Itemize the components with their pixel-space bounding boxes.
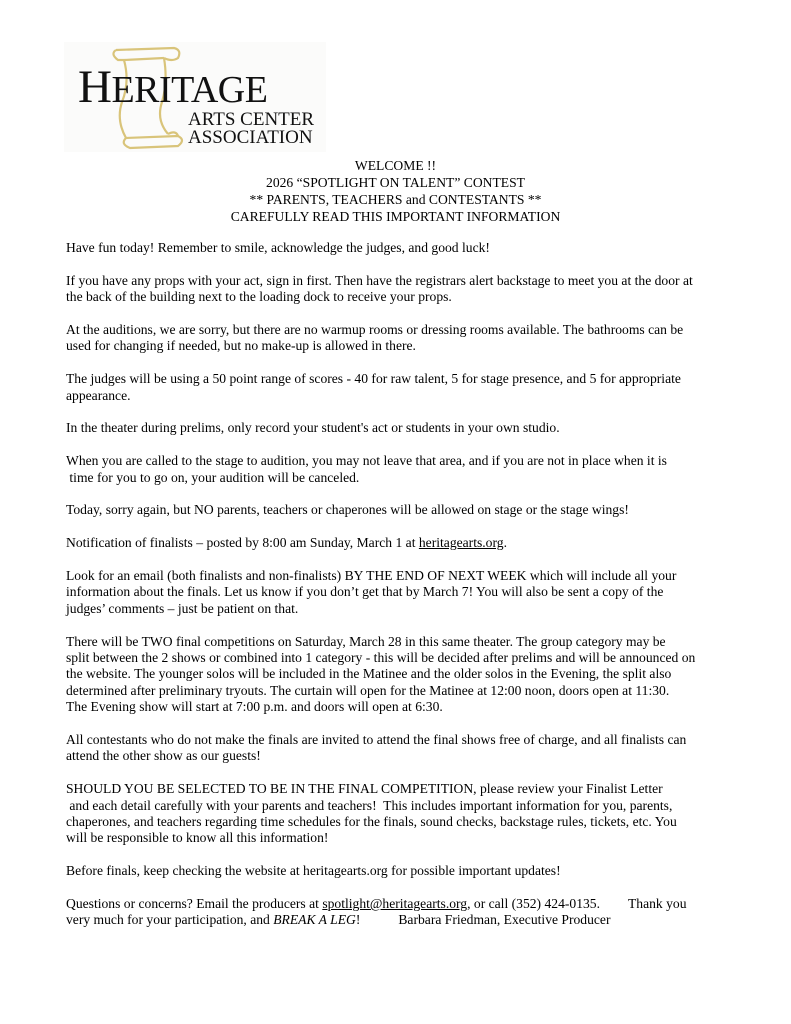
document-body: [66, 240, 736, 945]
heading-audience: ** PARENTS, TEACHERS and CONTESTANTS **: [249, 192, 542, 207]
paragraph-check-website: Before finals, keep checking the website at heritagearts.org for possible important updates!: [66, 863, 561, 879]
paragraph-email-notice: Look for an email (both finalists and non-finalists) BY THE END OF NEXT WEEK which will include all your information about the finals. Let us know if you don’t get that by March 7! You will also be sent a copy of the judges’ comments – just be patient on that.: [66, 568, 677, 616]
heritage-logo: [64, 42, 326, 152]
heading-welcome: WELCOME !!: [354, 158, 437, 173]
logo-wordmark: HERITAGE: [78, 61, 268, 113]
paragraph-notification: Notification of finalists – posted by 8:00 am Sunday, March 1 at heritagearts.org.: [66, 535, 507, 551]
heading-contest-title: 2026 “SPOTLIGHT ON TALENT” CONTEST: [266, 175, 525, 190]
document-heading: [0, 157, 791, 225]
logo-subtitle-association: ASSOCIATION: [188, 127, 313, 148]
paragraph-finalist-letter: SHOULD YOU BE SELECTED TO BE IN THE FINAL COMPETITION, please review your Finalist Letter and each detail carefully with your parents and teachers! This includes important information for you, parents, chaperones, and teachers regarding time schedules for the finals, sound checks, backstage rules, tickets, etc. You will be responsible to know all this information!: [66, 781, 677, 846]
paragraph-no-parents-on-stage: Today, sorry again, but NO parents, teachers or chaperones will be allowed on stage or the stage wings!: [66, 502, 629, 518]
signature: Barbara Friedman, Executive Producer: [398, 912, 611, 928]
heading-instruction: CAREFULLY READ THIS IMPORTANT INFORMATION: [230, 209, 561, 224]
paragraph-audition-call: When you are called to the stage to audition, you may not leave that area, and if you are not in place when it is time for you to go on, your audition will be canceled.: [66, 453, 667, 485]
heritagearts-link[interactable]: heritagearts.org: [418, 535, 504, 551]
paragraph-contact: Questions or concerns? Email the producers at spotlight@heritagearts.org, or call (352) 424-0135. Thank you very much for your participation, and BREAK A LEG! Barbara Friedman, Executive Producer: [66, 896, 687, 928]
paragraph-dressing-rooms: At the auditions, we are sorry, but there are no warmup rooms or dressing rooms available. The bathrooms can be used for changing if needed, but no make-up is allowed in there.: [66, 322, 684, 354]
paragraph-have-fun: Have fun today! Remember to smile, acknowledge the judges, and good luck!: [66, 240, 490, 255]
paragraph-recording: In the theater during prelims, only record your student's act or students in your own studio.: [66, 420, 560, 436]
paragraph-props: If you have any props with your act, sign in first. Then have the registrars alert backstage to meet you at the door at the back of the building next to the loading dock to receive your props.: [66, 272, 693, 305]
email-link[interactable]: spotlight@heritagearts.org: [322, 896, 468, 912]
logo-subtitle-arts-center: ARTS CENTER: [188, 109, 315, 130]
paragraph-scoring: The judges will be using a 50 point range of scores - 40 for raw talent, 5 for stage presence, and 5 for appropriate appearance.: [66, 371, 681, 403]
paragraph-final-competitions: There will be TWO final competitions on Saturday, March 28 in this same theater. The group category may be split between the 2 shows or combined into 1 category - this will be decided after prelims and will be announced on the website. The younger solos will be included in the Matinee and the older solos in the Evening, the split also determined after preliminary tryouts. The curtain will open for the Matinee at 12:00 noon, doors open at 11:30. The Evening show will start at 7:00 p.m. and doors will open at 6:30.: [66, 633, 696, 715]
paragraph-free-attendance: All contestants who do not make the finals are invited to attend the final shows free of charge, and all finalists can attend the other show as our guests!: [66, 732, 687, 764]
